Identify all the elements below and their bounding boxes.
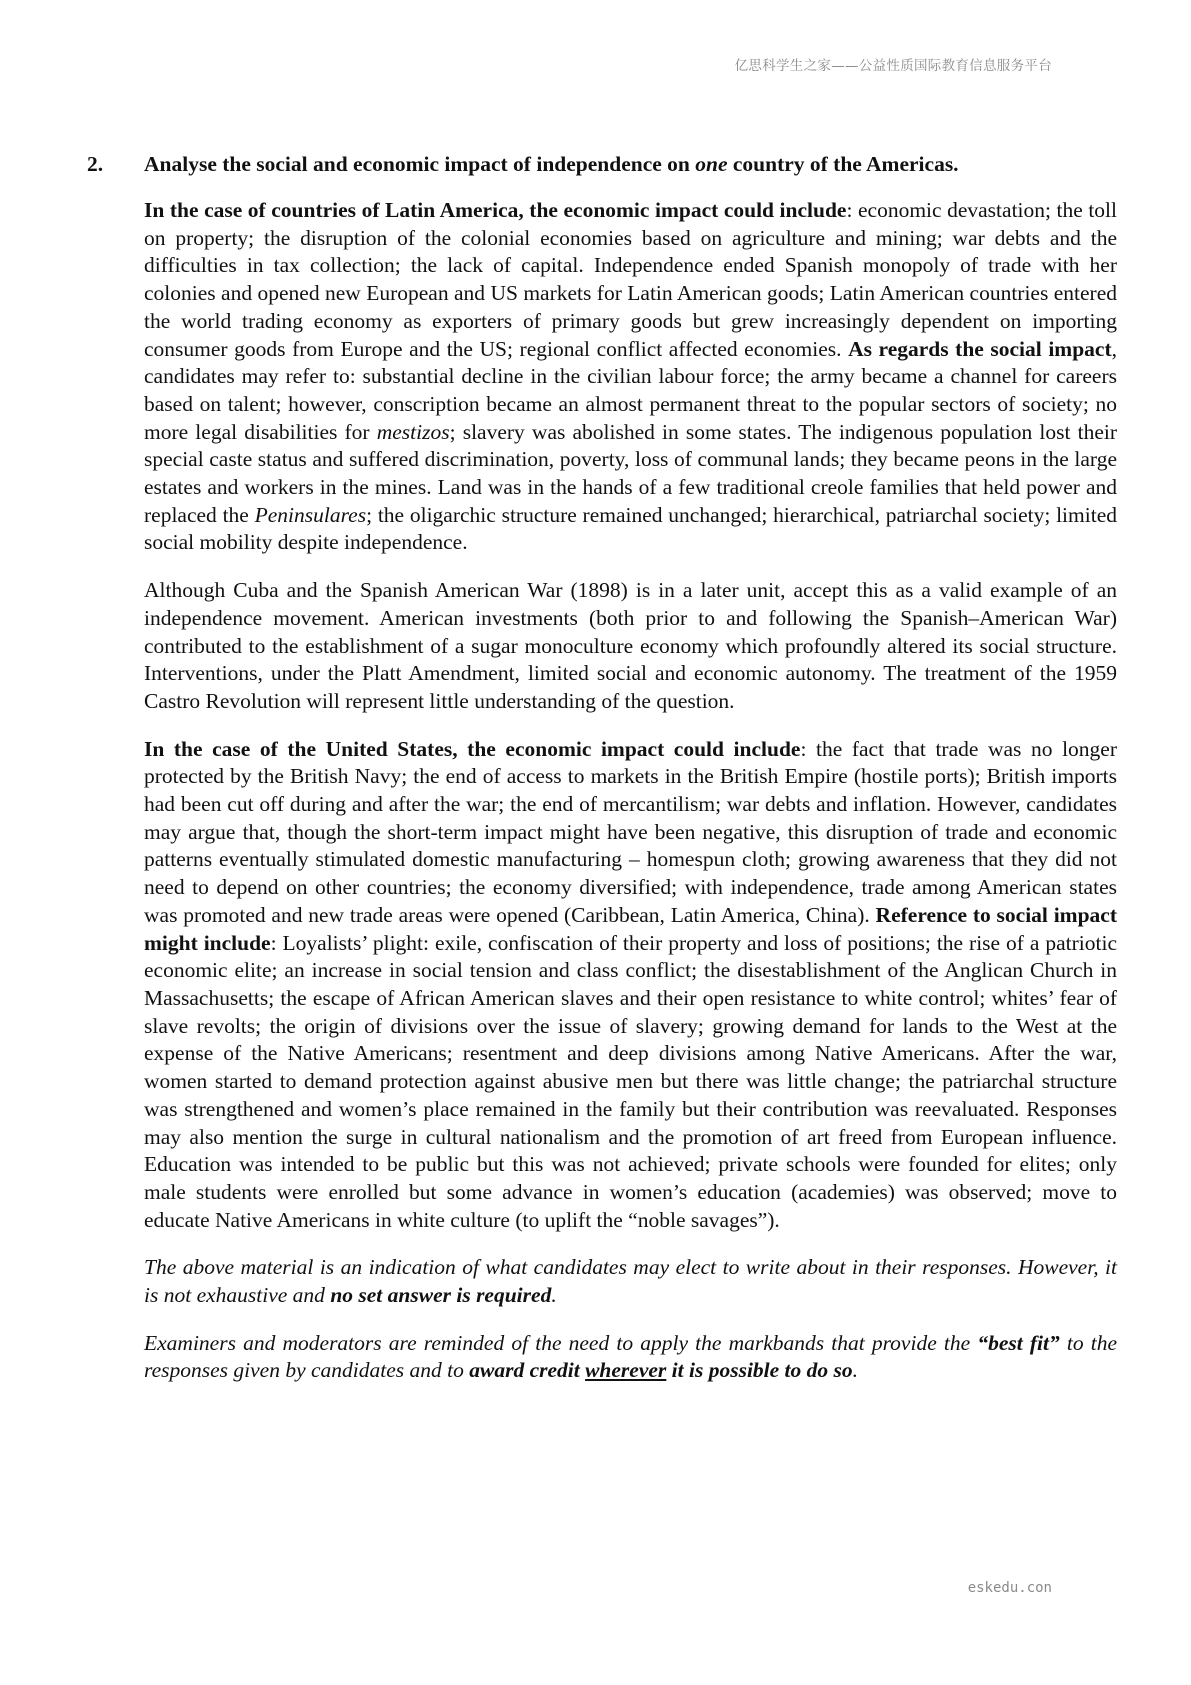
term-mestizos: mestizos [376,419,450,444]
examiners-award-credit: award credit [469,1358,586,1383]
paragraph-cuba: Although Cuba and the Spanish American War (1898) is in a later unit, accept this as a valid example of an independence movement. American investments (both prior to and following the Spanish–American War) contributed to the establishment of a sugar monoculture economy which profoundly altered its social structure. Interventions, under the Platt Amendment, limited social and economic autonomy. The treatment of the 1959 Castro Revolution will represent little understanding of the question. [144,578,1117,713]
latin-america-text-4: ; the oligarchic structure remained unchanged; hierarchical, patriarchal society; limited social mobility despite independence. [144,502,1117,555]
examiners-best-fit: “best fit” [977,1330,1060,1355]
examiners-text-3: . [852,1358,859,1383]
latin-america-text-3: ; slavery was abolished in some states. The indigenous population lost their special caste status and suffered discrimination, poverty, loss of communal lands; they became peons in the large estates and workers in the mines. Land was in the hands of a few traditional creole families that held power and replaced the [144,419,1117,527]
examiners-wherever: wherever [585,1358,667,1383]
term-peninsulares: Peninsulares [254,502,367,527]
paragraph-indication-note [144,1254,1117,1309]
us-social-lead: Reference to social impact might include [144,902,1117,955]
header-watermark: 亿思科学生之家——公益性质国际教育信息服务平台 [734,58,1052,74]
examiners-text-2: to the responses given by candidates and to [144,1330,1117,1383]
paragraph-examiners-note [144,1330,1117,1385]
markscheme-body [144,197,1117,1385]
note-bold: no set answer is required [330,1283,552,1308]
latin-america-text-2: , candidates may refer to: substantial decline in the civilian labour force; the army became a channel for careers based on talent; however, conscription became an almost permanent threat to the popular sectors of society; no more legal disabilities for [144,336,1117,444]
us-text-2: : Loyalists’ plight: exile, confiscation of their property and loss of positions; the rise of a patriotic economic elite; an increase in social tension and class conflict; the disestablishment of the Anglican Church in Massachusetts; the escape of African American slaves and their open resistance to white control; whites’ fear of slave revolts; the origin of divisions over the issue of slavery; growing demand for lands to the West at the expense of the Native Americans; resentment and deep divisions among Native Americans. After the war, women started to demand protection against abusive men but there was little change; the patriarchal structure was strengthened and women’s place remained in the family but their contribution was reevaluated. Responses may also mention the surge in cultural nationalism and the promotion of art freed from European influence. Education was intended to be public but this was not achieved; private schools were founded for elites; only male students were enrolled but some advance in women’s education (academies) was observed; move to educate Native Americans in white culture (to uplift the “noble savages”). [144,930,1118,1232]
examiners-text-1: Examiners and moderators are reminded of the need to apply the markbands that provide the [144,1330,978,1355]
latin-america-economic-lead: In the case of countries of Latin America, the economic impact could include [144,198,847,222]
note-text-2: . [551,1283,557,1308]
question-text-emphasis: one [695,152,728,176]
paragraph-latin-america [144,197,1117,557]
latin-america-social-lead: As regards the social impact [848,336,1112,361]
question-text-after: country of the Americas. [727,152,959,176]
footer-watermark: eskedu.con [967,1580,1052,1596]
note-text-1: The above material is an indication of what candidates may elect to write about in their responses. However, it is not exhaustive and [144,1255,1117,1308]
examiners-possible: it is possible to do so [666,1358,853,1383]
question-text [144,150,959,178]
paragraph-united-states [144,736,1117,1235]
question-text-before: Analyse the social and economic impact of independence on [144,152,696,176]
latin-america-text-1: : economic devastation; the toll on property; the disruption of the colonial economies based on agriculture and mining; war debts and the difficulties in tax collection; the lack of capital. Independence ended Spanish monopoly of trade with her colonies and opened new European and US markets for Latin American goods; Latin American countries entered the world trading economy as exporters of primary goods but grew increasingly dependent on importing consumer goods from Europe and the US; regional conflict affected economies. [144,198,1118,361]
us-economic-lead: In the case of the United States, the economic impact could include [144,736,801,761]
question-number: 2. [87,152,104,176]
us-text-1: : the fact that trade was no longer protected by the British Navy; the end of access to markets in the British Empire (hostile ports); British imports had been cut off during and after the war; the end of mercantilism; war debts and inflation. However, candidates may argue that, though the short-term impact might have been negative, this disruption of trade and economic patterns eventually stimulated domestic manufacturing – homespun cloth; growing awareness that they did not need to depend on other countries; the economy diversified; with independence, trade among American states was promoted and new trade areas were opened (Caribbean, Latin America, China). [144,736,1117,927]
